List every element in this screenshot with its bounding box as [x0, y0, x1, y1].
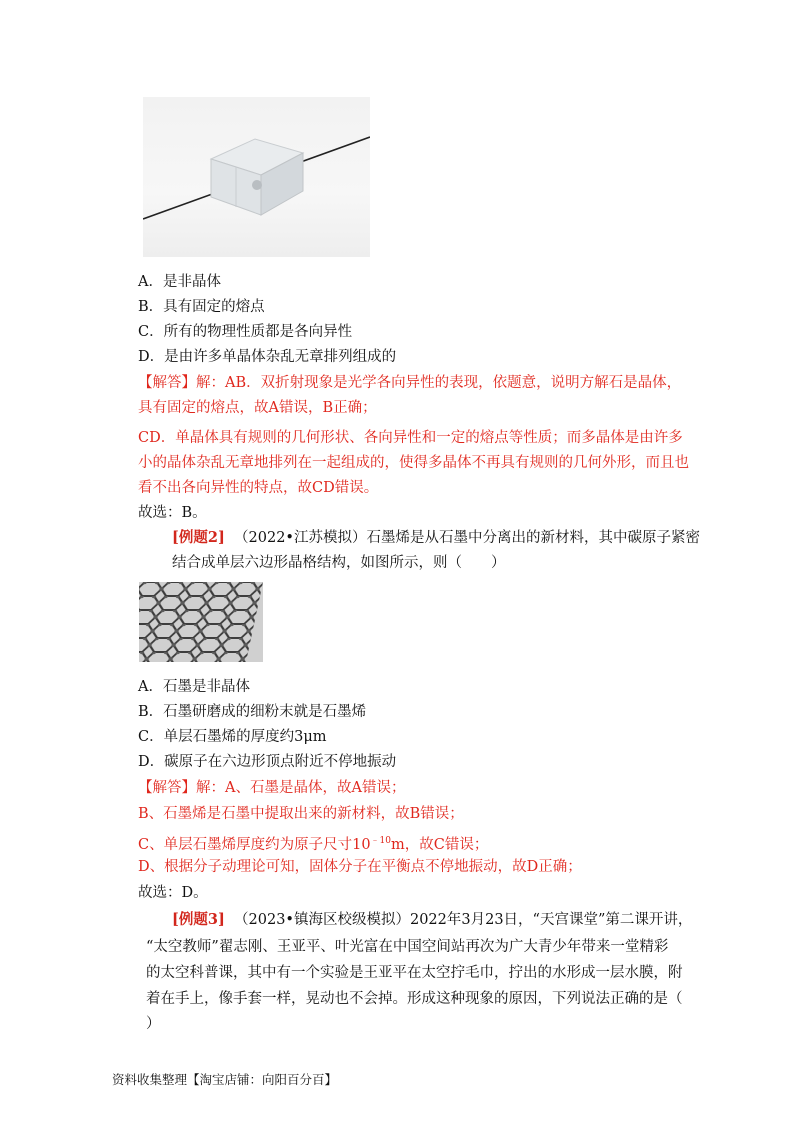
q2-label: [例题2]	[172, 529, 225, 546]
q2-choice: 故选：D。	[138, 885, 208, 901]
q2-answer-c: C、单层石墨烯厚度约为原子尺寸$10^{﹣10}m$，故C错误；	[138, 836, 489, 853]
q3-stem-line-2: “太空教师”翟志刚、王亚平、叶光富在中国空间站再次为广大青少年带来一堂精彩	[146, 939, 669, 955]
q3-stem-line-4: 着在手上，像手套一样，晃动也不会掉。形成这种现象的原因，下列说法正确的是（	[146, 991, 683, 1007]
q1-choice: 故选：B。	[138, 505, 207, 521]
q2-stem-line-1: [例题2] （2022•江苏模拟）石墨烯是从石墨中分离出的新材料，其中碳原子紧密	[172, 529, 700, 546]
q2-answer-label: 【解答】	[138, 780, 196, 796]
q3-stem-line-5: ）	[146, 1016, 161, 1032]
footer-source: 资料收集整理【淘宝店铺：向阳百分百】	[112, 1072, 338, 1087]
q1-option-a: A．是非晶体	[138, 274, 221, 290]
q2-answer-b: B、石墨烯是石墨中提取出来的新材料，故B错误；	[138, 806, 464, 822]
graphene-lattice-image	[139, 582, 263, 662]
q2-option-b: B．石墨研磨成的细粉末就是石墨烯	[138, 704, 367, 720]
q2-option-d: D．碳原子在六边形顶点附近不停地振动	[138, 754, 397, 770]
q2-option-a: A．石墨是非晶体	[138, 679, 250, 695]
q1-option-d: D．是由许多单晶体杂乱无章排列组成的	[138, 349, 397, 365]
q3-stem-line-1: [例题3] （2023•镇海区校级模拟）2022年3月23日，“天宫课堂”第二课开讲，	[172, 911, 693, 928]
q1-option-c: C．所有的物理性质都是各向异性	[138, 324, 353, 340]
q1-answer-line-2: 具有固定的熔点，故A错误，B正确；	[138, 400, 377, 416]
q1-option-b: B．具有固定的熔点	[138, 299, 265, 315]
q1-answer-line-3: CD．单晶体具有规则的几何形状、各向异性和一定的熔点等性质；而多晶体是由许多	[138, 430, 683, 446]
q1-answer-line-1: 【解答】解：AB．双折射现象是光学各向异性的表现，依题意，说明方解石是晶体，	[138, 375, 682, 391]
q2-answer-line-1: 【解答】解：A、石墨是晶体，故A错误；	[138, 780, 406, 796]
q2-stem-line-2: 结合成单层六边形晶格结构，如图所示，则（ ）	[172, 555, 506, 571]
q2-answer-d: D、根据分子动理论可知，固体分子在平衡点不停地振动，故D正确；	[138, 859, 582, 875]
q3-stem-line-3: 的太空科普课，其中有一个实验是王亚平在太空拧毛巾，拧出的水形成一层水膜，附	[146, 965, 683, 981]
q1-answer-line-4: 小的晶体杂乱无章地排列在一起组成的，使得多晶体不再具有规则的几何外形，而且也	[138, 455, 689, 471]
q2-option-c: C．单层石墨烯的厚度约3μm	[138, 729, 327, 745]
q3-label: [例题3]	[172, 911, 225, 928]
q1-answer-label: 【解答】	[138, 375, 196, 391]
calcite-crystal-image	[143, 97, 370, 257]
q1-answer-line-5: 看不出各向异性的特点，故CD错误。	[138, 480, 379, 496]
